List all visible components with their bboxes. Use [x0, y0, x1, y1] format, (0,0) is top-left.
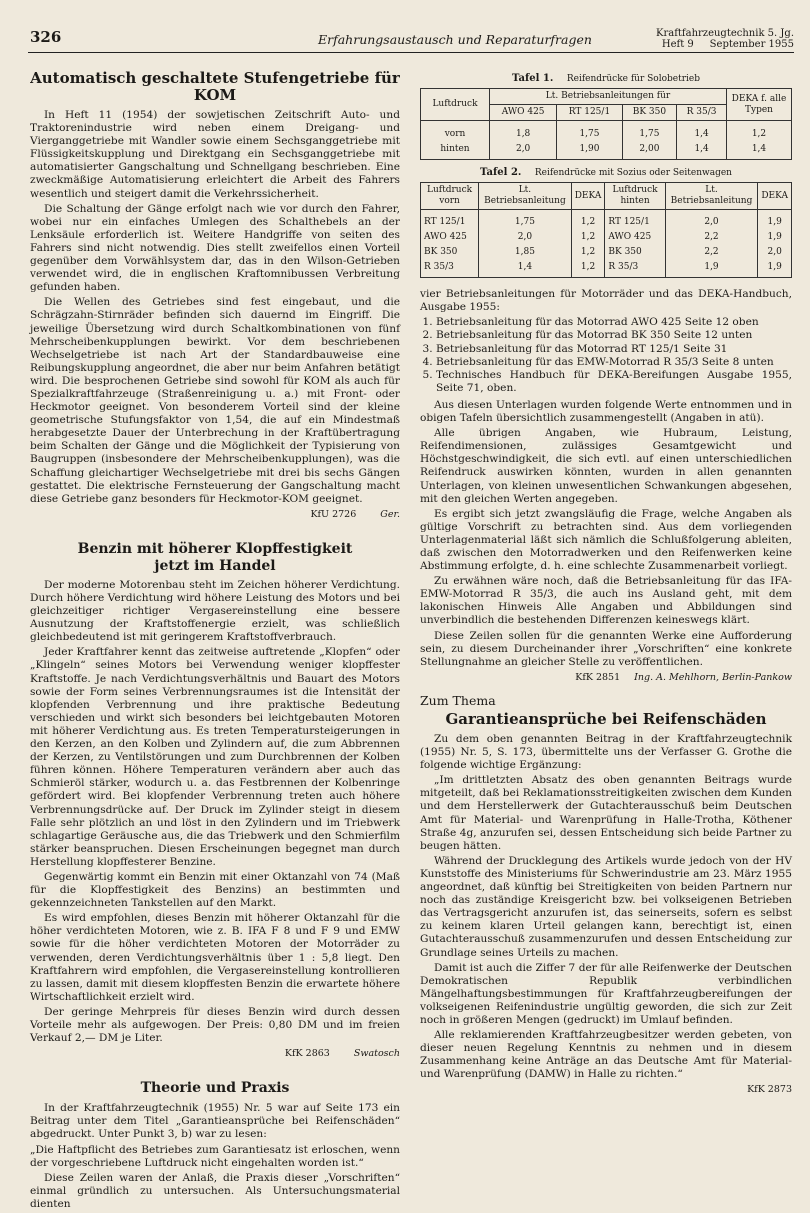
paragraph: Es wird empfohlen, dieses Benzin mit höherer Oktanzahl für die höher verdichteten Motoren, wie z. B. IFA F 8 und F 9 und EMW sowie für die höher verdichteten Motoren der Motorräder zu verwenden, deren Verdichtungsverhältnis über 1 : 5,8 liegt. Den Kraftfahrern wird empfohlen, die Vergasereinstellung kontrollieren zu lassen, damit mit diesem klopffesten Benzin die erwartete höhere Wirtschaftlichkeit erzielt wird.: [30, 912, 400, 1003]
paragraph: Alle übrigen Angaben, wie Hubraum, Leistung, Reifendimensionen, zulässiges Gesamtgewicht und Höchstgeschwindigkeit, die sich evtl. auf einen unterschiedlichen Reifendruck auswirken könnten, wurden in allen genannten Unterlagen, von kleinen unwesentlichen Schwankungen abgesehen, mit den gleichen Werten angegeben.: [420, 427, 792, 505]
section-title: Erfahrungsaustausch und Reparaturfragen: [318, 32, 592, 47]
reference-code: KfK 2851: [575, 671, 621, 683]
right-column: [420, 72, 792, 1097]
table-2-subtitle: Reifendrücke mit Sozius oder Seitenwagen: [534, 168, 732, 179]
paragraph: In der Kraftfahrzeugtechnik (1955) Nr. 5 war auf Seite 173 ein Beitrag unter dem Titel „Garantieansprüche bei Reifenschäden“ abgedruckt. Unter Punkt 3, b) war zu lesen:: [30, 1102, 400, 1141]
table-cell: 1,2: [571, 245, 605, 260]
table-header: Luftdruck vorn: [421, 183, 479, 210]
table-header-row: [421, 183, 792, 210]
table-cell: 1,75: [557, 121, 622, 143]
table-1-subtitle: Reifendrücke für Solobetrieb: [566, 74, 700, 84]
table-cell: 1,4: [479, 260, 572, 278]
table-header: BK 350: [622, 105, 677, 121]
table-cell: 1,2: [727, 121, 792, 143]
table-cell: 1,90: [557, 142, 622, 160]
table-cell: 1,75: [622, 121, 677, 143]
section-kicker: Zum Thema: [420, 692, 496, 708]
table-cell: 1,2: [571, 230, 605, 245]
table-header: Lt. Betriebsanleitung: [665, 183, 758, 210]
list-item: 5. Technisches Handbuch für DEKA-Bereifungen Ausgabe 1955, Seite 71, oben.: [436, 369, 792, 395]
table-cell: 2,2: [665, 245, 758, 260]
table-header: R 35/3: [677, 105, 727, 121]
paragraph: Die Wellen des Getriebes sind fest eingebaut, und die Schrägzahn-Stirnräder befinden sich dauernd im Eingriff. Die jeweilige Übersetzung wird durch Schaltkombinationen von fünf Mehrscheibenkupplungen bewirkt. Vor dem beschriebenen Wechselgetriebe ist nach Art der Standardbauweise eine Reibungskupplung angeordnet, die aber nur beim Anfahren betätigt wird. Die besprochenen Getriebe sind sowohl für KOM als auch für Spezialkraftfahrzeuge (Straßenreinigung u. a.) mit Front- oder Heckmotor geeignet. Von besonderem Vorteil sind der kleine geometrische Stufungsfaktor von 1,54, die auf ein Mindestmaß herabgesetzte Dauer der Unterbrechung in der Kraftübertragung beim Schalten der Gänge und die Möglichkeit der Typisierung von Baugruppen (insbesondere der Mehrscheibenkupplungen), was die Schaffung gleichartiger Wechselgetriebe mit drei bis sechs Gängen gestattet. Die elektrische Fernsteuerung der Gangschaltung macht diese Getriebe ganz besonders für Heckmotor-KOM geeignet.: [30, 296, 400, 505]
author: Swatosch: [353, 1048, 400, 1060]
table-cell: 1,9: [758, 210, 792, 231]
paragraph: Diese Zeilen sollen für die genannten Werke eine Aufforderung sein, zu diesem Durcheinander ihrer „Vorschriften“ eine konkrete Stellungnahme an gleicher Stelle zu veröffentlichen.: [420, 629, 792, 668]
table-1-solo: [420, 88, 792, 160]
table-cell: R 35/3: [605, 260, 665, 278]
table-1-label: Tafel 1.: [512, 73, 554, 84]
author: Ger.: [380, 508, 400, 520]
table-cell: 1,8: [490, 121, 557, 143]
table-cell: RT 125/1: [605, 210, 665, 231]
article-title: [30, 541, 400, 575]
table-header: DEKA: [571, 183, 605, 210]
paragraph: Der geringe Mehrpreis für dieses Benzin wird durch dessen Vorteile mehr als aufgewogen. Der Preis: 0,80 DM und im freien Verkauf 2,— DM je Liter.: [30, 1005, 400, 1045]
table-cell: 2,0: [665, 210, 758, 231]
paragraph: Damit ist auch die Ziffer 7 der für alle Reifenwerke der Deutschen Demokratischen Republik verbindlichen Mängelhaftungsbestimmungen für Kraftfahrzeugbereifungen der volkseigenen Reifenindustrie ungültig geworden, die sich zur Zeit noch in größeren Mengen (gedruckt) im Umlauf befinden.: [420, 961, 792, 1026]
paragraph: Aus diesen Unterlagen wurden folgende Werte entnommen und in obigen Tafeln übersichtlich zusammengestellt (Angaben in atü).: [420, 398, 792, 425]
table-cell: 1,9: [758, 260, 792, 278]
table-header: Lt. Betriebsanleitungen für: [490, 89, 727, 105]
article-source: [30, 508, 400, 521]
list-item: 3. Betriebsanleitung für das Motorrad RT 125/1 Seite 31: [436, 343, 792, 356]
paragraph: Der moderne Motorenbau steht im Zeichen höherer Verdichtung. Durch höhere Verdichtung wird höhere Leistung des Motors und bei gleichzeitiger richtiger Vergasereinstellung eine bessere Ausnutzung der Kraftstoffenergie erzielt, was schließlich gleichbedeutend ist mit geringerem Kraftstoffverbrauch.: [30, 578, 400, 644]
journal-issue: Heft 9 September 1955: [661, 38, 794, 50]
table-cell: 1,4: [677, 142, 727, 160]
table-header: Luftdruck: [421, 89, 490, 121]
page-header: [28, 26, 794, 53]
table-1-caption: [420, 72, 792, 86]
article-petrol: [30, 541, 400, 1060]
table-cell: 1,2: [571, 210, 605, 231]
article-source: [30, 1047, 400, 1060]
quoted-rule: „Die Haftpflicht des Betriebes zum Garantiesatz ist erloschen, wenn der vorgeschriebene Luftdruck nicht eingehalten worden ist.“: [30, 1143, 400, 1169]
table-cell: 1,85: [479, 245, 572, 260]
paragraph: Jeder Kraftfahrer kennt das zeitweise auftretende „Klopfen“ oder „Klingeln“ seines Motors bei Verwendung weniger klopffester Kraftstoffe. Je nach Verdichtungsverhältnis und Bauart des Motors sowie der Form seines Verbrennungsraumes ist die Intensität der klopfenden Verbrennung und ihre praktische Bedeutung verschieden und wirkt sich besonders bei leichtgebauten Motoren mit höherer Verdichtung aus. Es treten Temperatursteigerungen in den Kerzen, an den Kolben und Zylindern auf, die zum Abbrennen der Kerzen, zu Ventilstörungen und zum Durchbrennen der Kolben führen können. Höhere Temperaturen verändern aber auch das Schmieröl stärker, wodurch u. a. das Festbrennen der Kolbenringe gefördert wird. Bei klopfender Verbrennung treten auch höhere Verbrennungsdrücke auf. Der Druck im Zylinder steigt in diesem Falle sehr plötzlich an und löst in den Zylindern und im Triebwerk schlagartige Geräusche aus, die das Triebwerk und den Schmierfilm stärker beanspruchen. Diesen Erscheinungen begegnet man durch Herstellung klopffesterer Benzine.: [30, 646, 400, 868]
table-2-sidecar: [420, 182, 792, 278]
paragraph: vier Betriebsanleitungen für Motorräder und das DEKA-Handbuch, Ausgabe 1955:: [420, 288, 792, 314]
table-row: [421, 121, 792, 143]
title-line-2: jetzt im Handel: [154, 557, 276, 574]
table-cell: 2,2: [665, 230, 758, 245]
journal-name: Kraftfahrzeugtechnik 5. Jg.: [655, 28, 794, 39]
source-list: [420, 316, 792, 395]
table-cell: AWO 425: [605, 230, 665, 245]
table-cell: 2,0: [490, 142, 557, 160]
table-cell: 1,9: [665, 260, 758, 278]
table-header: DEKA: [758, 183, 792, 210]
page-number: 326: [30, 28, 62, 46]
table-cell: 1,75: [479, 210, 572, 231]
article-title: Garantieansprüche bei Reifenschäden: [445, 710, 767, 728]
paragraph: Die Schaltung der Gänge erfolgt nach wie vor durch den Fahrer, wobei nur ein einfaches Umlegen des Schalthebels an der Lenksäule erforderlich ist. Weitere Handgriffe von seiten des Fahrers sind nicht notwendig. Dies stellt zweifellos einen Vorteil gegenüber dem Vorwählsystem dar, das in den Wilson-Getrieben verwendet wird, die in englischen Kraftomnibussen Verbreitung gefunden haben.: [30, 202, 400, 294]
paragraph: Gegenwärtig kommt ein Benzin mit einer Oktanzahl von 74 (Maß für die Klopffestigkeit des Benzins) an bestimmten und gekennzeichneten Tankstellen auf den Markt.: [30, 870, 400, 910]
reference-code: KfU 2726: [310, 508, 357, 520]
table-row: [421, 230, 792, 245]
table-cell: 1,2: [571, 260, 605, 278]
article-title: Theorie und Praxis: [140, 1080, 290, 1097]
table-cell: RT 125/1: [421, 210, 479, 231]
journal-info: [656, 29, 794, 50]
author: Ing. A. Mehlhorn, Berlin-Pankow: [634, 671, 792, 683]
table-cell: 1,9: [758, 230, 792, 245]
list-item: 2. Betriebsanleitung für das Motorrad BK 350 Seite 12 unten: [436, 329, 792, 342]
table-cell: BK 350: [421, 245, 479, 260]
paragraph: „Im drittletzten Absatz des oben genannten Beitrags wurde mitgeteilt, daß bei Reklamationsstreitigkeiten zwischen dem Kunden und dem Herstellerwerk der Gutachterausschuß beim Deutschen Amt für Material- und Warenprüfung in Halle-Trotha, Köthener Straße 4g, anzurufen sei, dessen Entscheidung sich beide Partner zu beugen hätten.: [420, 774, 792, 852]
reference-code: KfK 2873: [747, 1084, 792, 1096]
table-2-caption: [420, 166, 792, 180]
table-row: [421, 260, 792, 278]
table-cell: 2,0: [758, 245, 792, 260]
table-2-label: Tafel 2.: [480, 167, 522, 179]
paragraph: Diese Zeilen waren der Anlaß, die Praxis dieser „Vorschriften“ einmal gründlich zu untersuchen. Als Untersuchungsmaterial dienten: [30, 1171, 400, 1210]
table-cell: 1,4: [677, 121, 727, 143]
table-row: [421, 142, 792, 160]
paragraph: Alle reklamierenden Kraftfahrzeugbesitzer werden gebeten, von dieser neuen Regelung Kenntnis zu nehmen und in diesem Zusammenhang keine Anträge an das Deutsche Amt für Material- und Warenprüfung (DAMW) in Halle zu richten.“: [420, 1029, 792, 1081]
left-column: [30, 66, 400, 1213]
article-title: Automatisch geschaltete Stufengetriebe für KOM: [30, 69, 400, 104]
table-header: RT 125/1: [557, 105, 622, 121]
table-cell: 2,0: [479, 230, 572, 245]
list-item: 4. Betriebsanleitung für das EMW-Motorrad R 35/3 Seite 8 unten: [436, 356, 792, 369]
article-automatic-gearbox: [30, 70, 400, 521]
table-row: [421, 245, 792, 260]
table-cell: vorn: [421, 121, 490, 143]
table-header: Luftdruck hinten: [605, 183, 665, 210]
paragraph: In Heft 11 (1954) der sowjetischen Zeitschrift Auto- und Traktorenindustrie wird neben einem Dreigang- und Vierganggetriebe mit Wandler sowie einem Sechsganggetriebe mit Flüssigkeitskupplung und Direktgang ein Sechsganggetriebe mit automatisierter Gangschaltung und Schnellgang beschrieben. Eine zweckmäßige Automatisierung erleichtert die Arbeit des Fahrers wesentlich und steigert damit die Verkehrssicherheit.: [30, 109, 400, 200]
paragraph: Zu dem oben genannten Beitrag in der Kraftfahrzeugtechnik (1955) Nr. 5, S. 173, übermittelte uns der Verfasser G. Grothe die folgende wichtige Ergänzung:: [420, 733, 792, 772]
table-cell: 1,4: [727, 142, 792, 160]
paragraph: Während der Drucklegung des Artikels wurde jedoch von der HV Kunststoffe des Ministeriums für Schwerindustrie am 23. März 1955 angeordnet, daß künftig bei Streitigkeiten von beiden Partnern nur noch das zuständige Kreisgericht bzw. bei volkseigenen Betrieben das Vertragsgericht anzurufen ist, das seinerseits, sofern es selbst zu keinem klaren Urteil gelangen kann, berechtigt ist, einen Gutachterausschuß zusammenzurufen und dessen Entscheidung zur Grundlage seines Urteils zu machen.: [420, 854, 792, 959]
table-cell: AWO 425: [421, 230, 479, 245]
table-header: DEKA f. alle Typen: [727, 89, 792, 121]
title-line-1: Benzin mit höherer Klopffestigkeit: [77, 540, 353, 557]
article-source: [420, 671, 792, 684]
paragraph: Es ergibt sich jetzt zwangsläufig die Frage, welche Angaben als gültige Vorschrift zu betrachten sind. Aus dem vorliegenden Unterlagenmaterial läßt sich nämlich die Schlußfolgerung ableiten, daß zwischen den Motorradwerken und den Reifenwerken keine Abstimmung erfolgte, d. h. eine schlechte Zusammenarbeit vorliegt.: [420, 507, 792, 573]
article-theory-practice: [30, 1080, 400, 1211]
list-item: 1. Betriebsanleitung für das Motorrad AWO 425 Seite 12 oben: [436, 316, 792, 329]
table-header: AWO 425: [490, 105, 557, 121]
table-cell: 2,00: [622, 142, 677, 160]
table-header: Lt. Betriebsanleitung: [479, 183, 572, 210]
table-cell: BK 350: [605, 245, 665, 260]
reference-code: KfK 2863: [284, 1048, 330, 1060]
table-row: [421, 210, 792, 231]
table-cell: hinten: [421, 142, 490, 160]
table-cell: R 35/3: [421, 260, 479, 278]
paragraph: Zu erwähnen wäre noch, daß die Betriebsanleitung für das IFA-EMW-Motorrad R 35/3, die auch ins Ausland geht, mit dem lakonischen Hinweis Alle Angaben und Abbildungen sind unverbindlich die bestehenden Differenzen keineswegs klärt.: [420, 575, 792, 627]
